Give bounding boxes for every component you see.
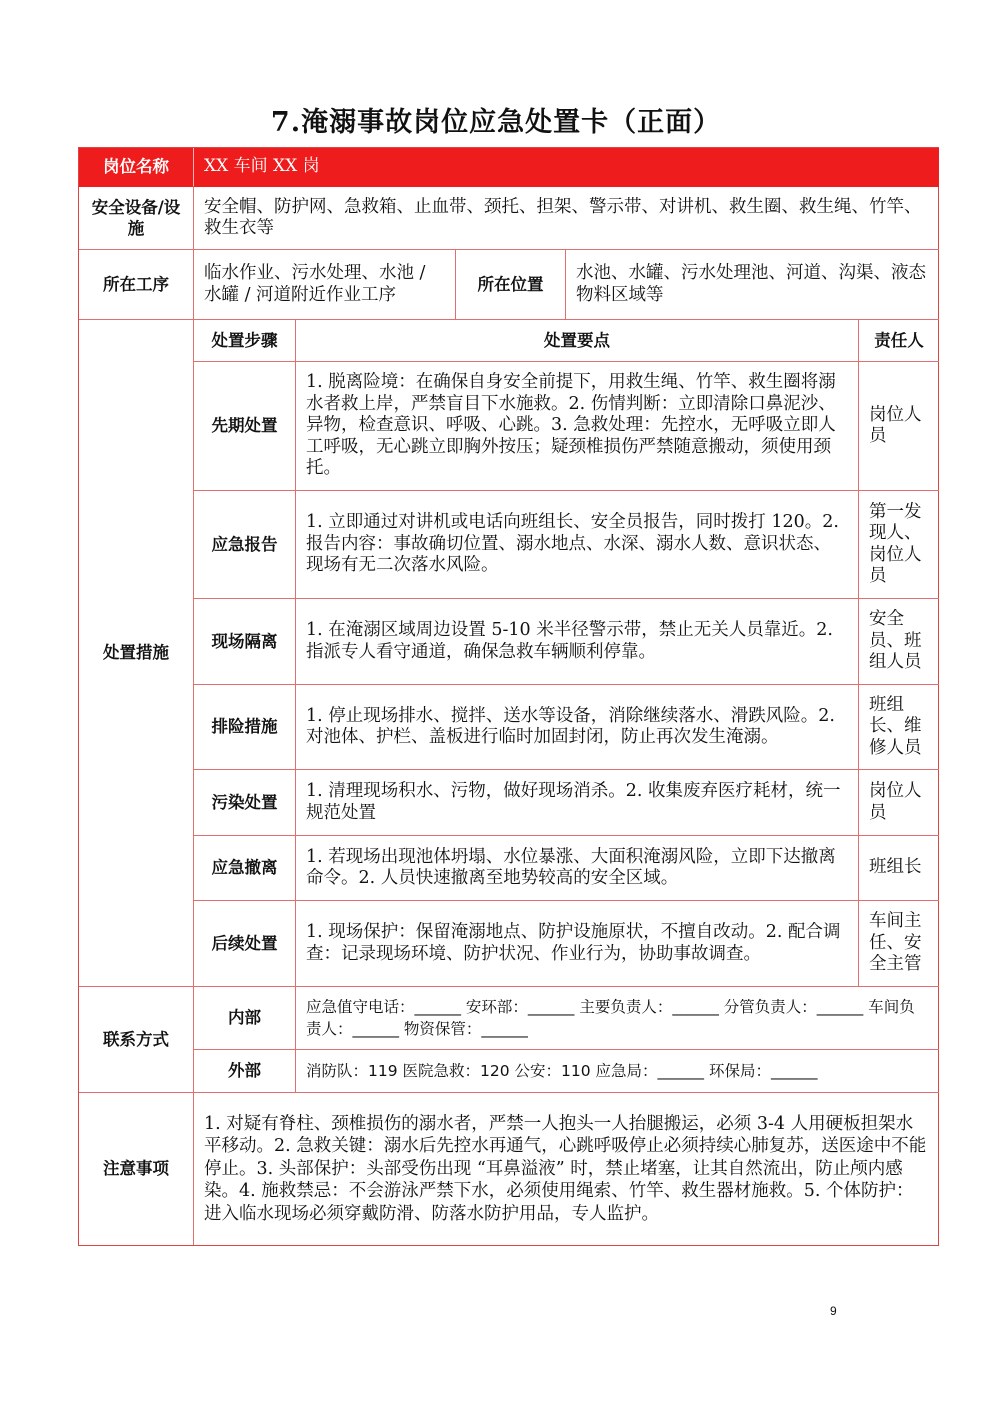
step-cell: 应急报告 [194,491,296,599]
page-number: 9 [830,1304,837,1318]
process-value: 临水作业、污水处理、水池 / 水罐 / 河道附近作业工序 [194,250,456,320]
step-cell: 污染处置 [194,770,296,836]
step-cell: 排险措施 [194,685,296,770]
col-points-header: 处置要点 [296,320,859,362]
notes-value: 1. 对疑有脊柱、颈椎损伤的溺水者，严禁一人抱头一人抬腿搬运，必须 3-4 人用硬板担架水平移动。2. 急救关键：溺水后先控水再通气，心跳呼吸停止必须持续心肺复苏，送医途中不能停止。3. 头部保护：头部受伤出现 “耳鼻溢液” 时，禁止堵塞，让其自然流出，防止颅内感染。4. 施救禁忌：不会游泳严禁下水，必须使用绳索、竹竿、救生器材施救。5. 个体防护：进入临水现场必须穿戴防滑、防落水防护用品，专人监护。 [204,1113,927,1224]
location-label: 所在位置 [456,250,566,320]
person-cell: 班组长 [859,836,939,901]
step-cell: 后续处置 [194,901,296,987]
process-label: 所在工序 [79,250,194,320]
equipment-label: 安全设备/设施 [79,187,194,250]
points-cell: 1. 脱离险境：在确保自身安全前提下，用救生绳、竹竿、救生圈将溺水者救上岸，严禁盲目下水施救。2. 伤情判断：立即清除口鼻泥沙、异物，检查意识、呼吸、心跳。3. 急救处理：先控水，无呼吸立即人工呼吸，无心跳立即胸外按压；疑颈椎损伤严禁随意搬动，须使用颈托。 [296,362,859,491]
contact-external-label: 外部 [194,1050,296,1093]
person-cell: 安全员、班组人员 [859,599,939,685]
location-value: 水池、水罐、污水处理池、河道、沟渠、液态物料区域等 [566,250,939,320]
person-cell: 岗位人员 [859,362,939,491]
points-cell: 1. 若现场出现池体坍塌、水位暴涨、大面积淹溺风险，立即下达撤离命令。2. 人员快速撤离至地势较高的安全区域。 [296,836,859,901]
step-cell: 先期处置 [194,362,296,491]
step-cell: 应急撤离 [194,836,296,901]
emergency-card [78,147,939,1246]
contact-label: 联系方式 [79,987,194,1093]
page-title: 7.淹溺事故岗位应急处置卡（正面） [270,107,722,138]
equipment-value: 安全帽、防护网、急救箱、止血带、颈托、担架、警示带、对讲机、救生圈、救生绳、竹竿、救生衣等 [194,187,939,250]
contact-internal-label: 内部 [194,987,296,1050]
points-cell: 1. 清理现场积水、污物，做好现场消杀。2. 收集废弃医疗耗材，统一规范处置 [296,770,859,836]
contact-external-value: 消防队：119 医院急救：120 公安：110 应急局：______ 环保局：______ [296,1050,939,1093]
person-cell: 第一发现人、岗位人员 [859,491,939,599]
person-cell: 岗位人员 [859,770,939,836]
measures-label: 处置措施 [79,320,194,987]
points-cell: 1. 停止现场排水、搅拌、送水等设备，消除继续落水、滑跌风险。2. 对池体、护栏、盖板进行临时加固封闭，防止再次发生淹溺。 [296,685,859,770]
col-person-header: 责任人 [859,320,939,362]
person-cell: 班组长、维修人员 [859,685,939,770]
position-name-value: XX 车间 XX 岗 [194,148,939,187]
points-cell: 1. 立即通过对讲机或电话向班组长、安全员报告，同时拨打 120。2. 报告内容：事故确切位置、溺水地点、水深、溺水人数、意识状态、现场有无二次落水风险。 [296,491,859,599]
points-cell: 1. 在淹溺区域周边设置 5-10 米半径警示带，禁止无关人员靠近。2. 指派专人看守通道，确保急救车辆顺利停靠。 [296,599,859,685]
position-name-label: 岗位名称 [79,148,194,187]
col-step-header: 处置步骤 [194,320,296,362]
person-cell: 车间主任、安全主管 [859,901,939,987]
step-cell: 现场隔离 [194,599,296,685]
notes-label: 注意事项 [79,1093,194,1245]
contact-internal-value: 应急值守电话：______ 安环部：______ 主要负责人：______ 分管负责人：______ 车间负责人：______ 物资保管：______ [296,987,939,1050]
points-cell: 1. 现场保护：保留淹溺地点、防护设施原状，不擅自改动。2. 配合调查：记录现场环境、防护状况、作业行为，协助事故调查。 [296,901,859,987]
